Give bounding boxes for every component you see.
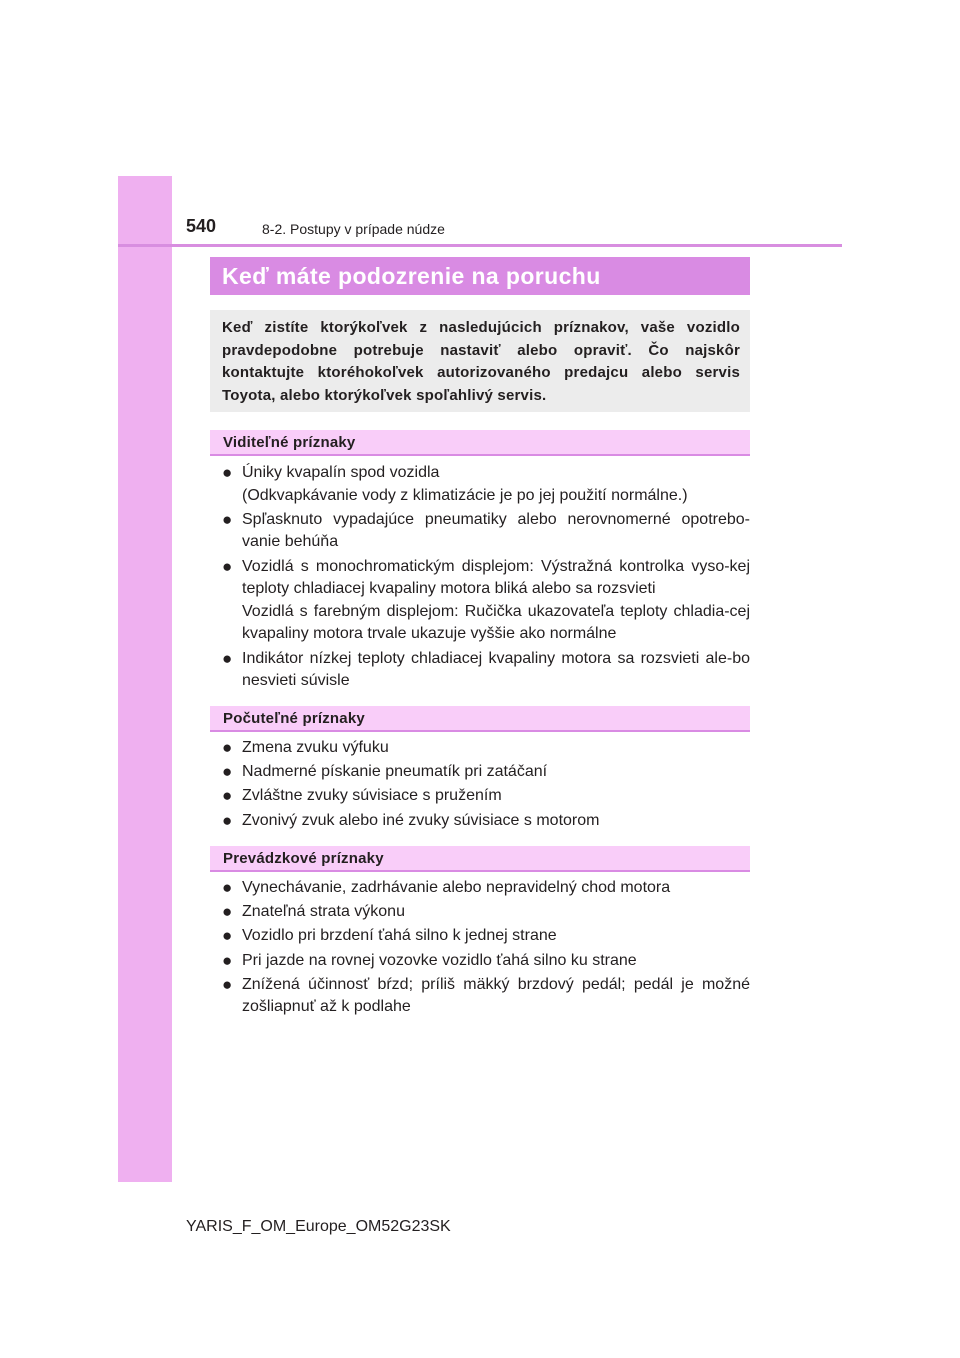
page-title: Keď máte podozrenie na poruchu — [210, 257, 750, 295]
bullet-icon: ● — [222, 509, 233, 529]
page-number: 540 — [186, 216, 217, 236]
list-item — [222, 462, 750, 507]
list-item-text: Vynechávanie, zadrhávanie alebo nepravidelný chod motora — [242, 879, 671, 896]
list-item — [222, 901, 750, 924]
list-item — [222, 648, 750, 693]
list-item-text: Vozidlo pri brzdení ťahá silno k jednej strane — [242, 927, 557, 945]
bullet-icon: ● — [222, 786, 233, 806]
bullet-icon: ● — [222, 950, 233, 970]
operational-symptoms-heading: Prevádzkové príznaky — [210, 846, 750, 872]
list-item-text: Znateľná strata výkonu — [242, 903, 405, 921]
list-item — [222, 761, 750, 784]
list-item — [222, 950, 750, 973]
list-item-text: Zvláštne zvuky súvisiace s pružením — [242, 787, 502, 805]
list-item — [222, 974, 750, 1019]
header-rule — [118, 244, 842, 247]
list-item-text: Zmena zvuku výfuku — [242, 739, 389, 756]
bullet-icon: ● — [222, 974, 233, 994]
audible-symptoms-list — [222, 737, 750, 834]
bullet-icon: ● — [222, 648, 233, 668]
bullet-icon: ● — [222, 810, 233, 830]
list-item-text: Zvonivý zvuk alebo iné zvuky súvisiace s motorom — [242, 811, 600, 829]
list-item-text: Znížená účinnosť bŕzd; príliš mäkký brzdový pedál; pedál je možné zošliapnuť až k podlahe — [242, 975, 750, 1016]
list-item-text: Vozidlá s farebným displejom: Ručička ukazovateľa teploty chladia-cej kvapaliny motora trvale ukazuje vyššie ako normálne — [242, 602, 750, 643]
visible-symptoms-heading: Viditeľné príznaky — [210, 430, 750, 456]
document-footer: YARIS_F_OM_Europe_OM52G23SK — [186, 1218, 451, 1235]
bullet-icon: ● — [222, 878, 233, 897]
list-item-text: Spľasknuto vypadajúce pneumatiky alebo nerovnomerné opotrebo-vanie behúňa — [242, 510, 750, 551]
intro-box: Keď zistíte ktorýkoľvek z nasledujúcich príznakov, vaše vozidlo pravdepodobne potrebuje nastaviť alebo opraviť. Čo najskôr kontaktujte ktoréhokoľvek autorizovaného predajcu alebo servis Toyota, alebo ktorýkoľvek spoľahlivý servis. — [210, 310, 750, 412]
visible-symptoms-list — [222, 462, 750, 694]
list-item — [222, 509, 750, 554]
bullet-icon: ● — [222, 902, 233, 922]
audible-symptoms-heading: Počuteľné príznaky — [210, 706, 750, 732]
list-item-text: (Odkvapkávanie vody z klimatizácie je po jej použití normálne.) — [242, 486, 688, 504]
list-item-text: Vozidlá s monochromatickým displejom: Výstražná kontrolka vyso-kej teploty chladiacej kvapaliny motora bliká alebo sa rozsvieti — [242, 557, 750, 598]
bullet-icon: ● — [222, 463, 233, 482]
bullet-icon: ● — [222, 738, 233, 757]
chapter-tab-bar — [118, 176, 172, 1182]
bullet-icon: ● — [222, 762, 233, 782]
list-item — [222, 925, 750, 948]
list-item-text: Úniky kvapalín spod vozidla — [242, 464, 440, 481]
list-item-text: Pri jazde na rovnej vozovke vozidlo ťahá silno ku strane — [242, 951, 637, 969]
list-item-text: Indikátor nízkej teploty chladiacej kvapaliny motora sa rozsvieti ale-bo nesvieti súvisle — [242, 649, 750, 690]
section-label: 8-2. Postupy v prípade núdze — [262, 221, 445, 237]
list-item — [222, 877, 750, 900]
list-item — [222, 810, 750, 833]
operational-symptoms-list — [222, 877, 750, 1021]
list-item — [222, 556, 750, 646]
list-item-text: Nadmerné pískanie pneumatík pri zatáčaní — [242, 763, 548, 781]
list-item — [222, 785, 750, 808]
list-item — [222, 737, 750, 760]
bullet-icon: ● — [222, 926, 233, 946]
bullet-icon: ● — [222, 556, 233, 576]
